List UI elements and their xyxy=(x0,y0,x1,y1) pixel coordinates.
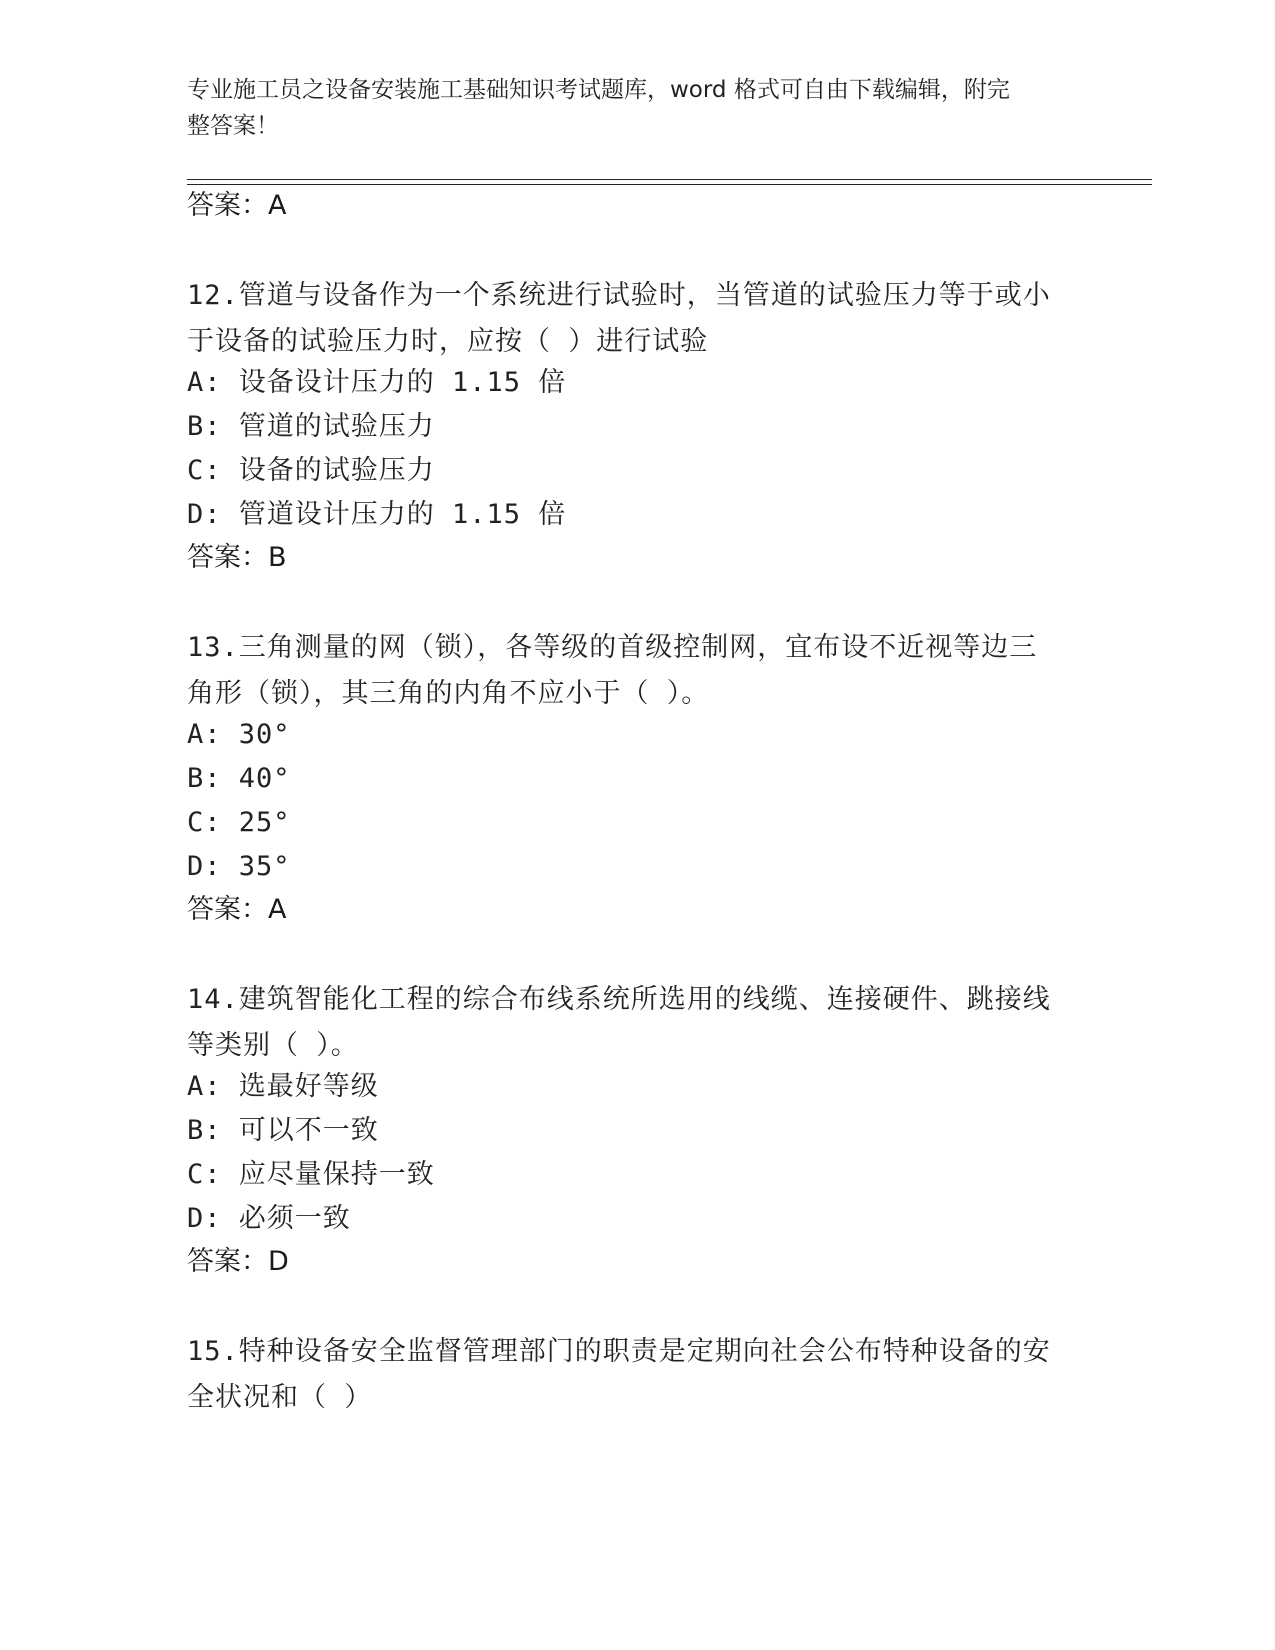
question-13 xyxy=(187,625,1077,717)
question-15 xyxy=(187,1329,1077,1421)
question-14-option-b: B: 可以不一致 xyxy=(187,1115,379,1146)
question-13-line-2: 角形（锁），其三角的内角不应小于（ ）。 xyxy=(187,678,710,709)
answer-previous: 答案：A xyxy=(187,190,287,221)
question-14-option-d: D: 必须一致 xyxy=(187,1203,351,1234)
question-14-option-a: A: 选最好等级 xyxy=(187,1071,379,1102)
question-12-option-b: B: 管道的试验压力 xyxy=(187,411,435,442)
question-14-line-1: 14.建筑智能化工程的综合布线系统所选用的线缆、连接硬件、跳接线 xyxy=(187,984,1051,1015)
question-12-line-2: 于设备的试验压力时，应按（ ）进行试验 xyxy=(187,326,709,357)
question-14-answer: 答案：D xyxy=(187,1246,289,1277)
header-divider-bottom xyxy=(187,184,1152,185)
question-15-line-1: 15.特种设备安全监督管理部门的职责是定期向社会公布特种设备的安 xyxy=(187,1336,1051,1367)
question-13-line-1: 13.三角测量的网（锁），各等级的首级控制网，宜布设不近视等边三 xyxy=(187,632,1038,663)
question-12-option-d: D: 管道设计压力的 1.15 倍 xyxy=(187,499,567,530)
question-15-line-2: 全状况和（ ） xyxy=(187,1382,373,1413)
question-13-option-b: B: 40° xyxy=(187,763,291,794)
question-14 xyxy=(187,977,1077,1069)
question-13-option-d: D: 35° xyxy=(187,851,291,882)
question-12-answer: 答案：B xyxy=(187,542,287,573)
question-12-option-c: C: 设备的试验压力 xyxy=(187,455,435,486)
header-line-2: 整答案！ xyxy=(187,113,279,139)
question-13-option-a: A: 30° xyxy=(187,719,291,750)
header-divider-top xyxy=(187,179,1152,180)
question-12-line-1: 12.管道与设备作为一个系统进行试验时，当管道的试验压力等于或小 xyxy=(187,280,1051,311)
header-line-1: 专业施工员之设备安装施工基础知识考试题库，word 格式可自由下载编辑，附完 xyxy=(187,77,1010,103)
question-14-line-2: 等类别（ ）。 xyxy=(187,1030,359,1061)
question-12-option-a: A: 设备设计压力的 1.15 倍 xyxy=(187,367,567,398)
question-13-option-c: C: 25° xyxy=(187,807,291,838)
question-13-answer: 答案：A xyxy=(187,894,287,925)
document-header xyxy=(187,72,1067,144)
question-14-option-c: C: 应尽量保持一致 xyxy=(187,1159,435,1190)
question-12 xyxy=(187,273,1077,365)
